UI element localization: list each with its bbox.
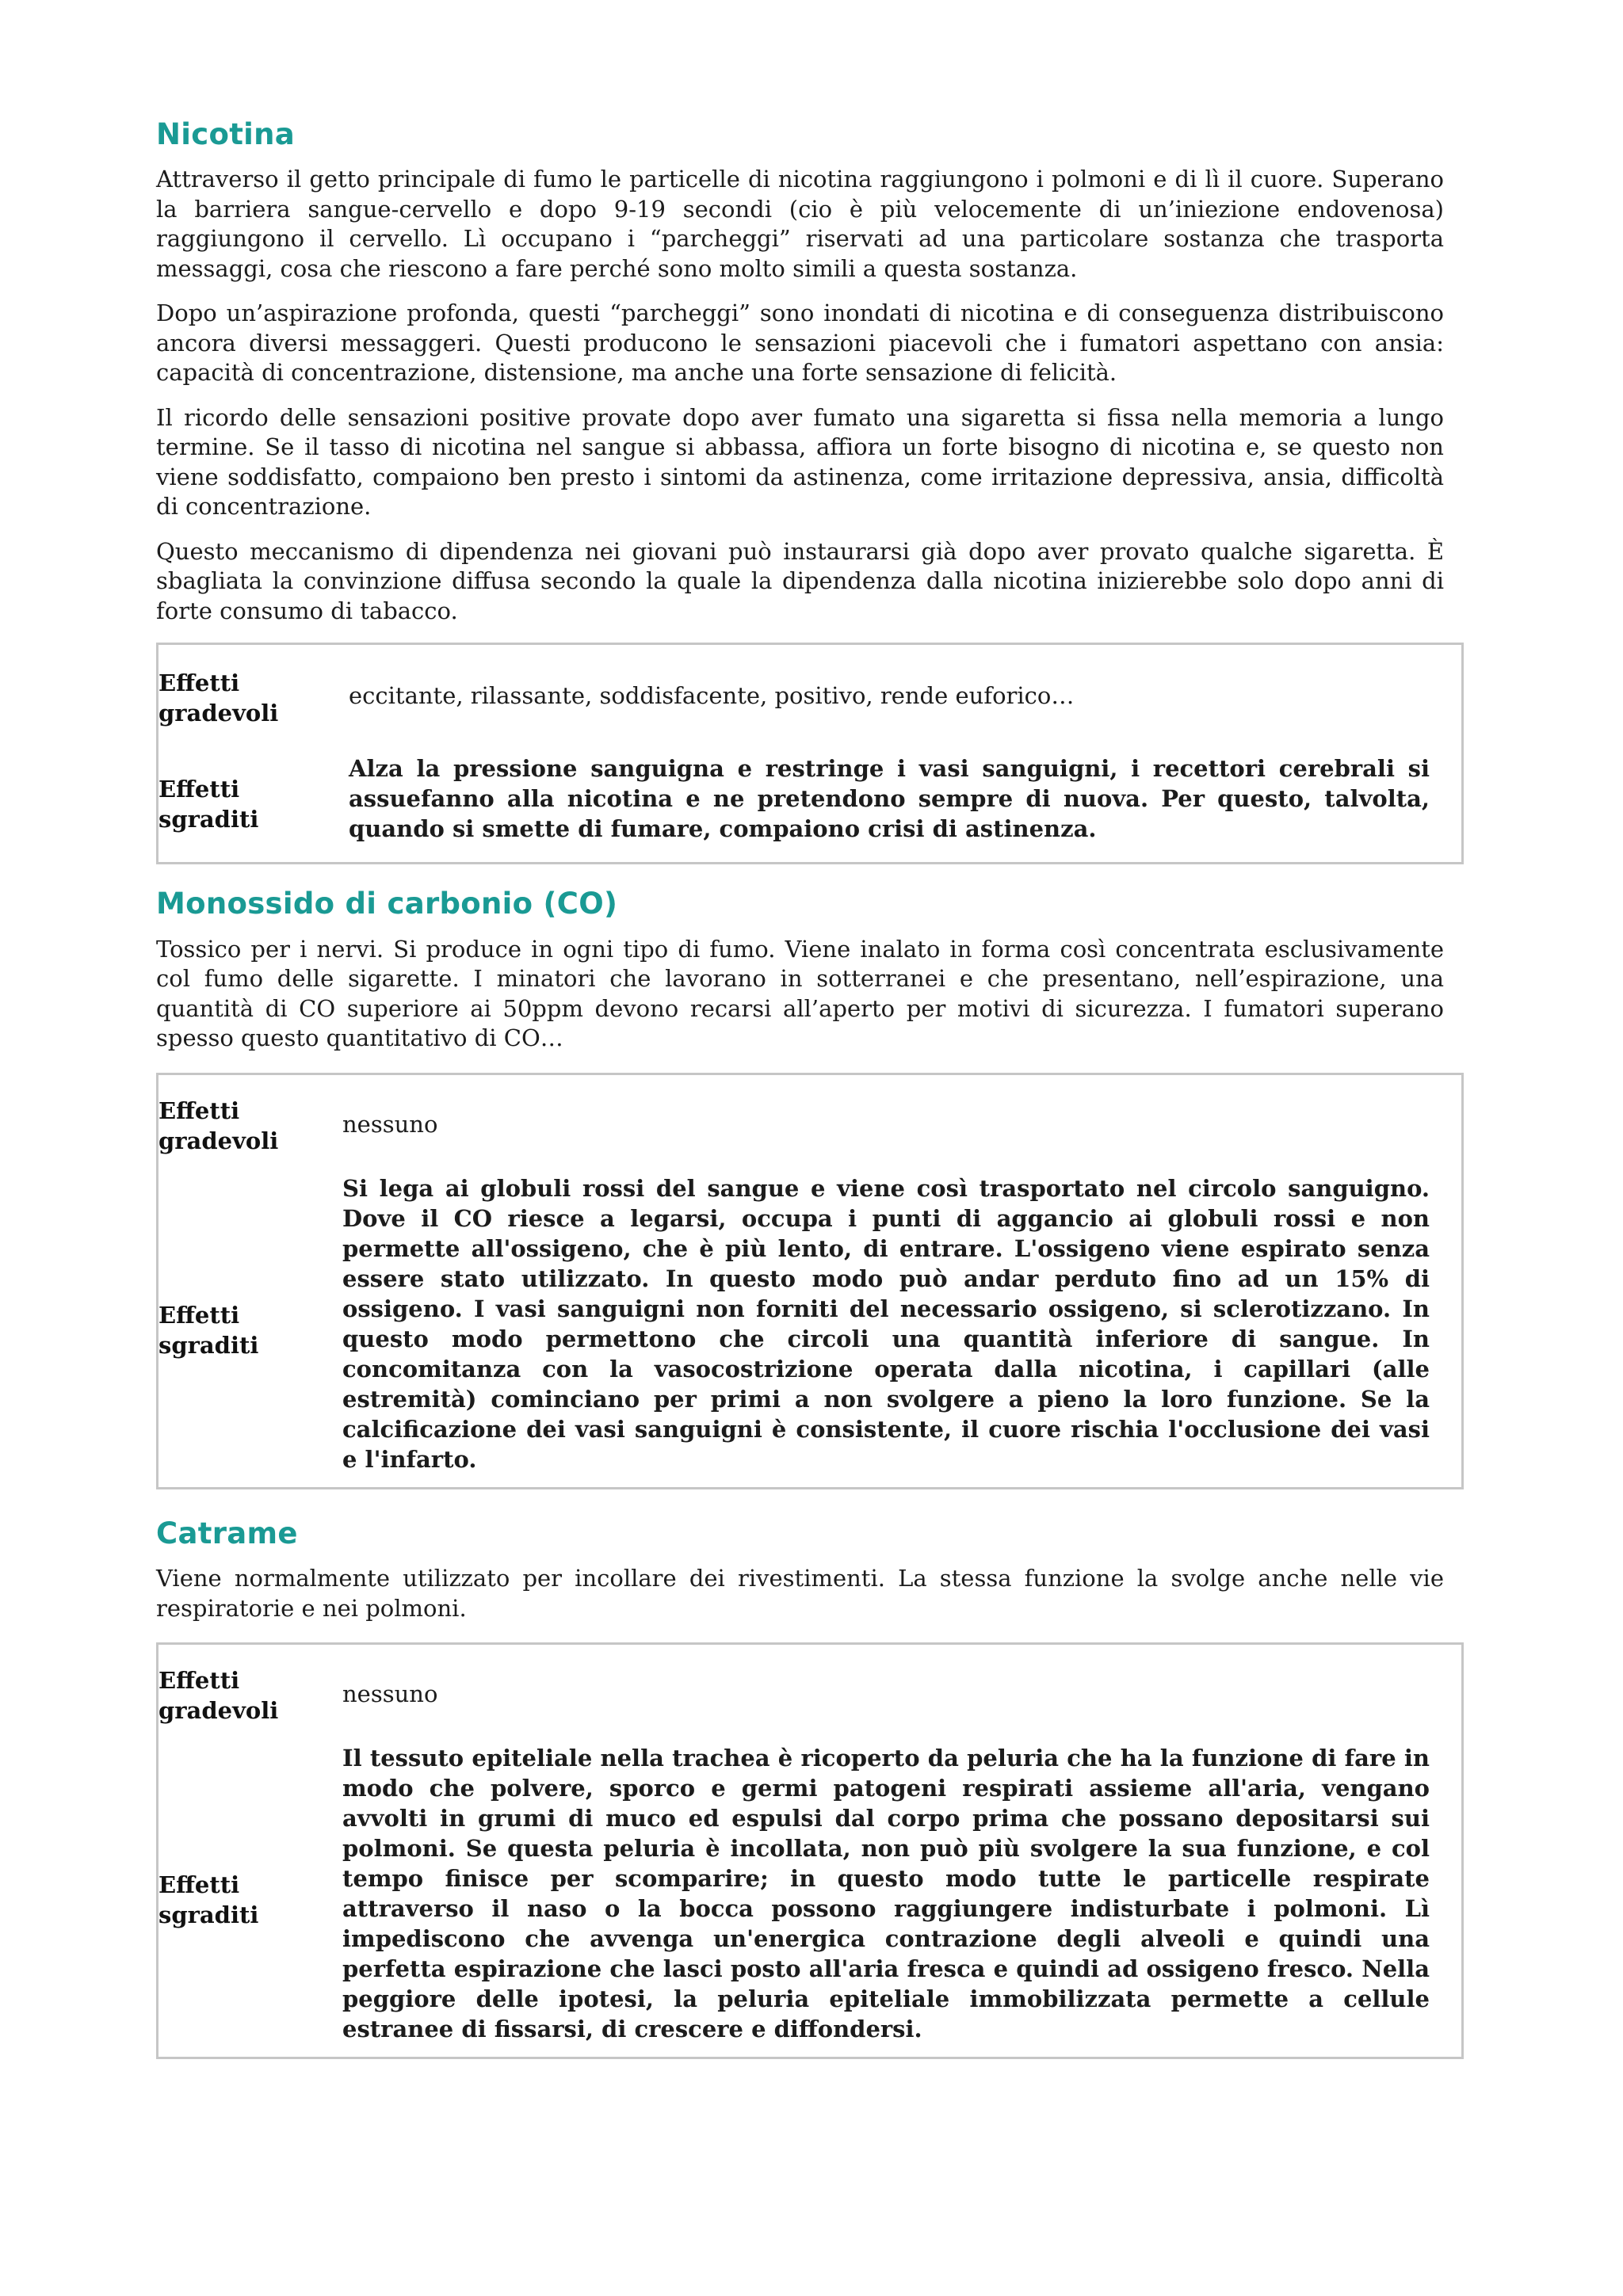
section-title-monossido: Monossido di carbonio (CO) [156, 887, 618, 921]
unpleasant-effects-label: Effetti sgraditi [158, 1871, 259, 1929]
pleasant-effects-text: eccitante, rilassante, soddisfacente, positivo, rende euforico… [349, 682, 1075, 710]
document-page [156, 117, 1444, 2088]
pleasant-effects-text: nessuno [342, 1110, 438, 1138]
pleasant-effects-label: Effetti gradevoli [158, 1667, 279, 1725]
effects-table-catrame [156, 1642, 1464, 2059]
effects-table-nicotina [156, 643, 1464, 864]
paragraph: Attraverso il getto principale di fumo le particelle di nicotina raggiungono i polmoni e di lì il cuore. Superano la barriera sangue-cervello e dopo 9-19 secondi (cio è più velocemente di un’iniezione endovenosa) raggiungono il cervello. Lì occupano i “parcheggi” riservati ad una particolare sostanza che trasporta messaggi, cosa che riescono a fare perché sono molto simili a questa sostanza. [156, 166, 1444, 282]
unpleasant-effects-label: Effetti sgraditi [158, 776, 259, 833]
effects-table-monossido [156, 1073, 1464, 1489]
pleasant-effects-label: Effetti gradevoli [158, 669, 279, 727]
paragraph: Tossico per i nervi. Si produce in ogni tipo di fumo. Viene inalato in forma così concentrata esclusivamente col fumo delle sigarette. I minatori che lavorano in sotterranei e che presentano, nell’espirazione, una quantità di CO superiore ai 50ppm devono recarsi all’aperto per motivi di sicurezza. I fumatori superano spesso questo quantitativo di CO… [156, 935, 1444, 1052]
section-title-catrame: Catrame [156, 1516, 298, 1550]
section-title-nicotina: Nicotina [156, 117, 296, 151]
unpleasant-effects-text: Il tessuto epiteliale nella trachea è ricoperto da peluria che ha la funzione di fare in modo che polvere, sporco e germi patogeni respirati assieme all'aria, vengano avvolti in grumi di muco ed espulsi dal corpo prima che possano depositarsi sui polmoni. Se questa peluria è incollata, non può più svolgere la sua funzione, e col tempo finisce per scomparire; in questo modo tutte le particelle respirate attraverso il naso o la bocca possono raggiungere indisturbate i polmoni. Lì impediscono che avvenga un'energica contrazione degli alveoli e quindi una perfetta espirazione che lasci posto all'aria fresca e quindi ad ossigeno fresco. Nella peggiore delle ipotesi, la peluria epiteliale immobilizzata permette a cellule estranee di fissarsi, di crescere e diffondersi. [342, 1745, 1430, 2043]
paragraph: Questo meccanismo di dipendenza nei giovani può instaurarsi già dopo aver provato qualche sigaretta. È sbagliata la convinzione diffusa secondo la quale la dipendenza dalla nicotina inizierebbe solo dopo anni di forte consumo di tabacco. [156, 537, 1444, 624]
unpleasant-effects-text: Si lega ai globuli rossi del sangue e viene così trasportato nel circolo sanguigno. Dove il CO riesce a legarsi, occupa i punti di aggancio ai globuli rossi e non permette all'ossigeno, che è più lento, di entrare. L'ossigeno viene espirato senza essere stato utilizzato. In questo modo può andar perduto fino ad un 15% di ossigeno. I vasi sanguigni non forniti del necessario ossigeno, si sclerotizzano. In questo modo permettono che circoli una quantità inferiore di sangue. In concomitanza con la vasocostrizione operata dalla nicotina, i capillari (alle estremità) cominciano per primi a non svolgere a pieno la loro funzione. Se la calcificazione dei vasi sanguigni è consistente, il cuore rischia l'occlusione dei vasi e l'infarto. [342, 1174, 1430, 1473]
unpleasant-effects-label: Effetti sgraditi [158, 1301, 259, 1359]
paragraph: Il ricordo delle sensazioni positive provate dopo aver fumato una sigaretta si fissa nella memoria a lungo termine. Se il tasso di nicotina nel sangue si abbassa, affiora un forte bisogno di nicotina e, se questo non viene soddisfatto, compaiono ben presto i sintomi da astinenza, come irritazione depressiva, ansia, difficoltà di concentrazione. [156, 403, 1444, 521]
paragraph: Dopo un’aspirazione profonda, questi “parcheggi” sono inondati di nicotina e di conseguenza distribuiscono ancora diversi messaggeri. Questi producono le sensazioni piacevoli che i fumatori aspettano con ansia: capacità di concentrazione, distensione, ma anche una forte sensazione di felicità. [156, 299, 1444, 387]
pleasant-effects-text: nessuno [342, 1680, 438, 1708]
unpleasant-effects-text: Alza la pressione sanguigna e restringe i vasi sanguigni, i recettori cerebrali si assuefanno alla nicotina e ne pretendono sempre di nuova. Per questo, talvolta, quando si smette di fumare, compaiono crisi di astinenza. [349, 755, 1430, 843]
paragraph: Viene normalmente utilizzato per incollare dei rivestimenti. La stessa funzione la svolge anche nelle vie respiratorie e nei polmoni. [156, 1565, 1444, 1622]
pleasant-effects-label: Effetti gradevoli [158, 1097, 279, 1154]
